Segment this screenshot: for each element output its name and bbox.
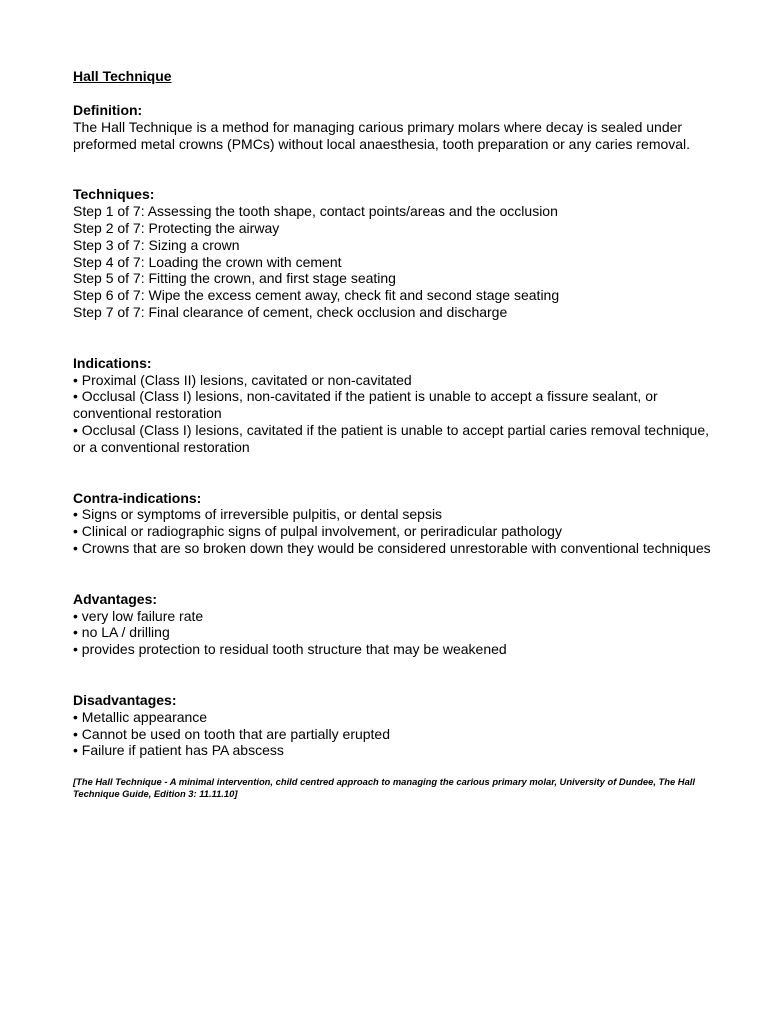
list-item [73,641,713,658]
spacer [73,85,713,102]
disadvantages-heading: Disadvantages: [73,691,177,708]
spacer [73,658,713,692]
list-item [73,422,713,456]
disadvantage-text: Cannot be used on tooth that are partially erupted [81,725,391,742]
bullet-icon: • [73,421,78,438]
contraindication-text: Clinical or radiographic signs of pulpal involvement, or periradicular pathology [81,523,562,540]
indications-section [73,355,713,456]
spacer [73,321,713,355]
list-item [73,372,713,389]
advantages-heading: Advantages: [73,590,158,607]
advantages-section [73,591,713,658]
list-item [73,709,713,726]
indication-text: Proximal (Class II) lesions, cavitated or non-cavitated [81,371,412,388]
bullet-icon: • [73,641,78,658]
advantage-text: provides protection to residual tooth structure that may be weakened [81,641,507,658]
list-item [73,624,713,641]
bullet-icon: • [73,388,78,405]
list-item [73,540,713,557]
technique-step-1: Step 1 of 7: Assessing the tooth shape, contact points/areas and the occlusion [73,203,558,220]
techniques-heading: Techniques: [73,186,155,203]
advantage-text: very low failure rate [81,607,204,624]
contraindication-text: Crowns that are so broken down they would be considered unrestorable with conventional techniques [81,539,711,556]
indication-text: Occlusal (Class I) lesions, cavitated if the patient is unable to accept partial caries removal technique, or a conventional restoration [73,421,709,455]
list-item [73,742,713,759]
disadvantages-section [73,692,713,759]
list-item [73,388,713,422]
technique-step-2: Step 2 of 7: Protecting the airway [73,219,280,236]
spacer [73,456,713,490]
list-item [73,523,713,540]
bullet-icon: • [73,708,78,725]
list-item [73,726,713,743]
technique-step-5: Step 5 of 7: Fitting the crown, and first stage seating [73,270,396,287]
contraindications-heading: Contra-indications: [73,489,202,506]
bullet-icon: • [73,539,78,556]
contraindication-text: Signs or symptoms of irreversible pulpitis, or dental sepsis [81,506,443,523]
spacer [73,152,713,186]
bullet-icon: • [73,624,78,641]
bullet-icon: • [73,506,78,523]
contraindications-section [73,490,713,557]
techniques-section [73,186,713,320]
spacer [73,557,713,591]
indications-heading: Indications: [73,354,152,371]
bullet-icon: • [73,371,78,388]
advantage-text: no LA / drilling [81,624,170,641]
bullet-icon: • [73,725,78,742]
technique-step-3: Step 3 of 7: Sizing a crown [73,236,240,253]
bullet-icon: • [73,742,78,759]
technique-step-6: Step 6 of 7: Wipe the excess cement away, check fit and second stage seating [73,287,560,304]
document-title: Hall Technique [73,68,172,84]
definition-heading: Definition: [73,102,143,118]
disadvantage-text: Metallic appearance [81,708,208,725]
definition-text: The Hall Technique is a method for managing carious primary molars where decay is sealed under preformed metal crowns (PMCs) without local anaesthesia, tooth preparation or any caries removal. [73,118,691,152]
spacer [73,759,713,776]
list-item [73,506,713,523]
technique-step-4: Step 4 of 7: Loading the crown with cement [73,253,342,270]
disadvantage-text: Failure if patient has PA abscess [81,742,284,759]
definition-section [73,102,713,152]
citation: [The Hall Technique - A minimal intervention, child centred approach to managing the carious primary molar, University of Dundee, The Hall Technique Guide, Edition 3: 11.11.10] [73,776,695,799]
bullet-icon: • [73,607,78,624]
bullet-icon: • [73,523,78,540]
document-page [73,68,713,799]
indication-text: Occlusal (Class I) lesions, non-cavitated if the patient is unable to accept a fissure sealant, or conventional restoration [73,388,658,422]
list-item [73,608,713,625]
technique-step-7: Step 7 of 7: Final clearance of cement, check occlusion and discharge [73,303,508,320]
